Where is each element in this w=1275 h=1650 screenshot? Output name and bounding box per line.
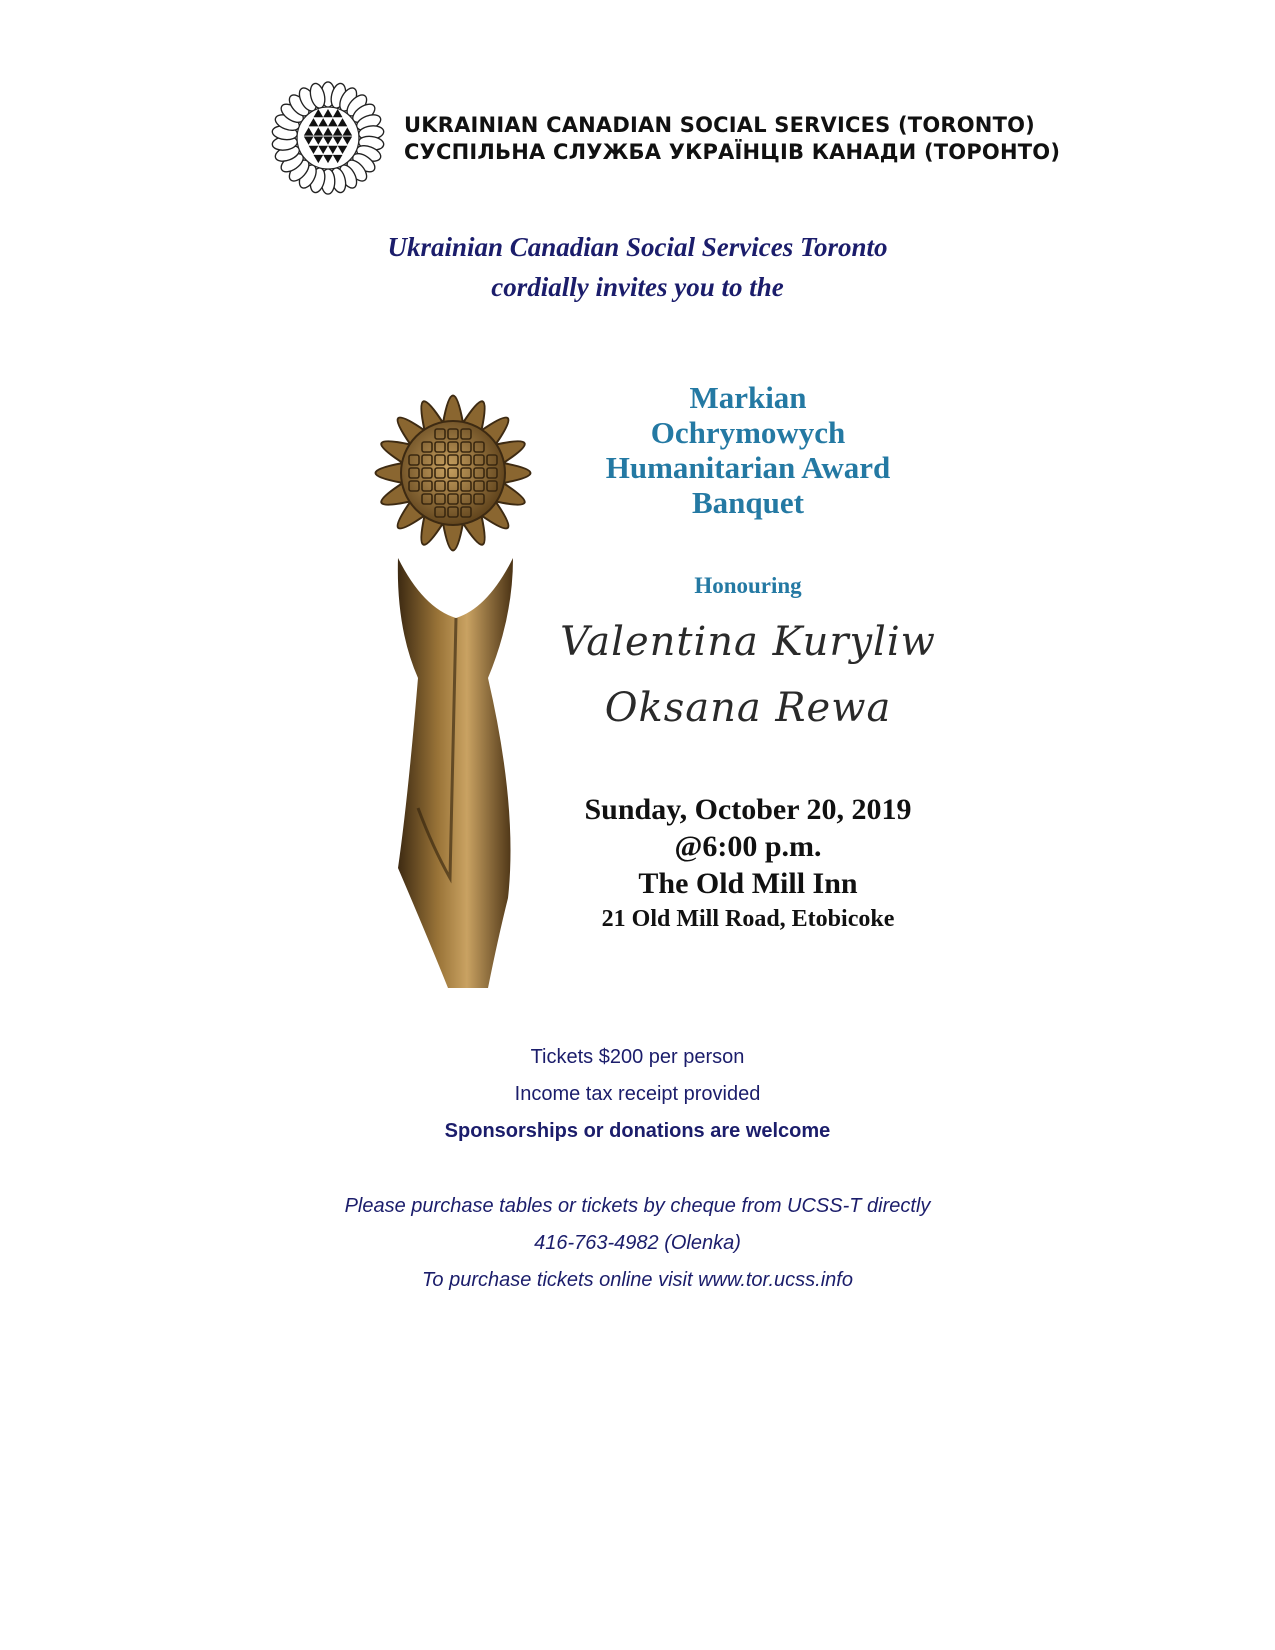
online-purchase-link[interactable]: To purchase tickets online visit www.tor.ucss.info — [422, 1269, 853, 1291]
contact-phone: 416-763-4982 (Olenka) — [534, 1232, 741, 1254]
sunflower-triangle-logo-icon — [270, 80, 386, 196]
sponsorship-note: Sponsorships or donations are welcome — [444, 1120, 831, 1142]
sunflower-trophy-image — [338, 378, 570, 988]
award-title-line-3: Humanitarian Award — [605, 450, 891, 485]
award-title-line-2: Ochrymowych — [650, 415, 846, 450]
invitation-line-1: Ukrainian Canadian Social Services Toronto — [387, 232, 888, 262]
event-address: 21 Old Mill Road, Etobicoke — [601, 906, 895, 932]
event-date: Sunday, October 20, 2019 — [584, 793, 912, 826]
tax-receipt-note: Income tax receipt provided — [514, 1083, 761, 1105]
event-venue: The Old Mill Inn — [638, 867, 858, 900]
honoree-name: Oksana Rewa — [604, 685, 892, 731]
award-title-line-4: Banquet — [692, 485, 804, 520]
honoree-name: Valentina Kurylіw — [560, 619, 936, 665]
honouring-label: Honouring — [694, 573, 802, 598]
org-name-ukrainian: СУСПІЛЬНА СЛУЖБА УКРАЇНЦІВ КАНАДИ (ТОРОНТО) — [404, 140, 1061, 164]
award-title-line-1: Markian — [689, 380, 807, 415]
org-name-english: UKRAINIAN CANADIAN SOCIAL SERVICES (TORONTO) — [404, 113, 1035, 137]
ticket-price: Tickets $200 per person — [530, 1046, 745, 1068]
invitation-line-2: cordially invites you to the — [491, 272, 784, 302]
event-time: @6:00 p.m. — [674, 830, 822, 863]
purchase-instructions: Please purchase tables or tickets by cheque from UCSS-T directly — [344, 1195, 931, 1217]
